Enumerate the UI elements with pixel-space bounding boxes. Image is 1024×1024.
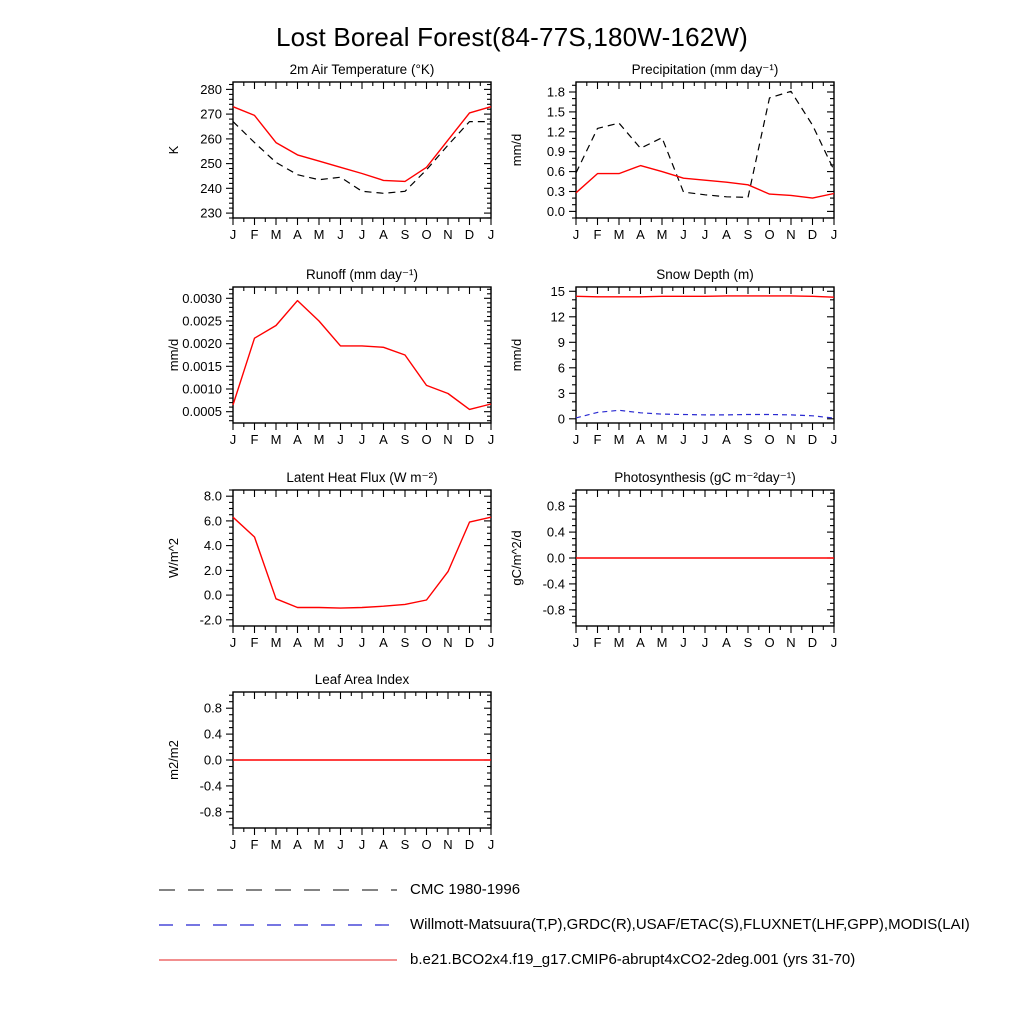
y-tick-label: 8.0 <box>203 488 222 504</box>
series-line-red <box>576 296 834 297</box>
y-tick-label: -0.4 <box>542 576 565 592</box>
y-axis-label: gC/m^2/d <box>509 530 524 586</box>
x-tick-label: A <box>293 432 302 447</box>
x-tick-label: M <box>313 227 325 242</box>
panel-title: Photosynthesis (gC m⁻²day⁻¹) <box>614 470 796 485</box>
y-tick-label: 15 <box>550 283 565 299</box>
x-tick-label: J <box>701 227 709 242</box>
x-tick-label: A <box>293 635 302 650</box>
y-tick-label: -2.0 <box>199 612 222 628</box>
x-tick-label: J <box>830 227 838 242</box>
y-tick-label: 4.0 <box>203 538 222 554</box>
panel-title: Snow Depth (m) <box>656 267 754 282</box>
panel-photosynthesis <box>506 468 851 668</box>
x-tick-label: M <box>270 432 282 447</box>
y-axis-label: K <box>166 145 181 155</box>
y-tick-label: 260 <box>200 131 222 147</box>
y-axis-label: mm/d <box>509 133 524 167</box>
y-tick-label: 270 <box>200 106 222 122</box>
y-tick-label: 0.3 <box>546 184 565 199</box>
x-tick-label: D <box>464 837 475 852</box>
x-tick-label: J <box>680 227 687 242</box>
y-axis-label: m2/m2 <box>166 740 181 780</box>
x-tick-label: J <box>701 432 709 447</box>
x-tick-label: J <box>680 635 687 650</box>
legend-line-cmc-icon <box>158 884 398 896</box>
y-tick-label: 0.0025 <box>182 313 222 329</box>
y-tick-label: 1.2 <box>546 124 565 140</box>
figure-title: Lost Boreal Forest(84-77S,180W-162W) <box>275 22 749 52</box>
legend-line-obs-icon <box>158 919 398 931</box>
plot-frame <box>233 82 491 218</box>
legend-line-model-icon <box>158 954 398 966</box>
x-tick-label: A <box>379 432 388 447</box>
x-tick-label: N <box>786 432 796 447</box>
y-tick-label: 250 <box>200 156 222 172</box>
x-tick-label: M <box>656 227 668 242</box>
x-tick-label: J <box>337 432 344 447</box>
x-tick-label: A <box>293 837 302 852</box>
panel-snow-depth <box>506 265 851 465</box>
x-tick-label: F <box>250 432 259 447</box>
x-tick-label: N <box>443 635 453 650</box>
x-tick-label: A <box>379 635 388 650</box>
chart-svg <box>506 60 851 260</box>
x-tick-label: F <box>593 432 602 447</box>
x-tick-label: M <box>270 837 282 852</box>
chart-svg <box>163 670 508 870</box>
x-tick-label: D <box>464 227 475 242</box>
x-tick-label: F <box>593 635 602 650</box>
plot-frame <box>233 490 491 626</box>
y-tick-label: 6 <box>557 360 565 376</box>
plot-frame <box>233 287 491 423</box>
legend-label-obs: Willmott-Matsuura(T,P),GRDC(R),USAF/ETAC(S),FLUXNET(LHF,GPP),MODIS(LAI) <box>410 916 970 933</box>
legend <box>158 872 970 977</box>
x-tick-label: D <box>464 635 475 650</box>
x-tick-label: O <box>764 227 775 242</box>
panel-title: Latent Heat Flux (W m⁻²) <box>286 470 438 485</box>
plot-frame <box>576 287 834 423</box>
x-tick-label: N <box>443 227 453 242</box>
series-line-blue <box>576 410 834 418</box>
x-tick-label: D <box>807 432 818 447</box>
x-tick-label: J <box>680 432 687 447</box>
chart-svg <box>506 468 851 668</box>
panel-runoff <box>163 265 508 465</box>
series-line-red <box>576 166 834 199</box>
chart-svg <box>506 265 851 465</box>
x-tick-label: S <box>743 635 753 650</box>
x-tick-label: A <box>722 432 731 447</box>
y-tick-label: 12 <box>550 309 565 325</box>
x-tick-label: N <box>443 837 453 852</box>
panel-latent-heat-flux <box>163 468 508 668</box>
x-tick-label: O <box>764 432 775 447</box>
y-tick-label: 0.0030 <box>182 290 222 306</box>
x-tick-label: D <box>807 635 818 650</box>
y-tick-label: -0.8 <box>542 602 565 618</box>
x-tick-label: J <box>229 227 237 242</box>
y-tick-label: -0.4 <box>199 778 222 794</box>
series-line-red <box>233 107 491 182</box>
chart-svg <box>163 468 508 668</box>
x-tick-label: N <box>786 635 796 650</box>
x-tick-label: A <box>293 227 302 242</box>
y-tick-label: 0.0 <box>546 550 565 566</box>
x-tick-label: A <box>636 227 645 242</box>
x-tick-label: M <box>270 227 282 242</box>
panel-title: Runoff (mm day⁻¹) <box>306 267 418 282</box>
x-tick-label: M <box>613 635 625 650</box>
x-tick-label: O <box>421 227 432 242</box>
y-tick-label: 9 <box>557 334 565 350</box>
legend-item-obs <box>158 907 970 942</box>
x-tick-label: J <box>572 432 580 447</box>
series-line-red <box>233 301 491 410</box>
y-tick-label: 0.0 <box>203 752 222 768</box>
legend-label-model: b.e21.BCO2x4.f19_g17.CMIP6-abrupt4xCO2-2deg.001 (yrs 31-70) <box>410 951 856 968</box>
y-axis-label: W/m^2 <box>166 537 181 579</box>
x-tick-label: J <box>487 837 495 852</box>
x-tick-label: N <box>443 432 453 447</box>
y-tick-label: 0.9 <box>546 144 565 160</box>
y-axis-label: mm/d <box>166 338 181 372</box>
x-tick-label: J <box>358 432 366 447</box>
x-tick-label: J <box>830 432 838 447</box>
x-tick-label: O <box>421 635 432 650</box>
x-tick-label: D <box>807 227 818 242</box>
y-tick-label: 0.4 <box>203 726 222 742</box>
x-tick-label: J <box>701 635 709 650</box>
x-tick-label: A <box>379 837 388 852</box>
panel-precipitation <box>506 60 851 260</box>
x-tick-label: M <box>313 837 325 852</box>
x-tick-label: J <box>572 635 580 650</box>
y-tick-label: 0.0 <box>203 587 222 603</box>
y-tick-label: 240 <box>200 180 222 196</box>
x-tick-label: J <box>337 635 344 650</box>
panel-title: 2m Air Temperature (°K) <box>289 62 435 77</box>
plot-frame <box>576 82 834 218</box>
panel-title: Leaf Area Index <box>314 672 410 687</box>
x-tick-label: S <box>400 837 410 852</box>
y-tick-label: 1.8 <box>546 84 565 100</box>
series-line-red <box>233 517 491 608</box>
y-tick-label: 0.8 <box>203 700 222 716</box>
x-tick-label: J <box>487 432 495 447</box>
y-tick-label: 2.0 <box>203 562 222 578</box>
x-tick-label: A <box>636 432 645 447</box>
y-tick-label: 0.8 <box>546 498 565 514</box>
x-tick-label: J <box>229 635 237 650</box>
y-tick-label: 0.0 <box>546 203 565 219</box>
x-tick-label: J <box>229 432 237 447</box>
x-tick-label: M <box>270 635 282 650</box>
y-tick-label: 0.0010 <box>182 381 222 397</box>
series-line-black <box>233 122 491 194</box>
x-tick-label: J <box>358 837 366 852</box>
x-tick-label: M <box>313 432 325 447</box>
x-tick-label: J <box>337 837 344 852</box>
x-tick-label: J <box>229 837 237 852</box>
y-tick-label: 230 <box>200 205 222 221</box>
x-tick-label: M <box>613 227 625 242</box>
x-tick-label: J <box>358 635 366 650</box>
y-tick-label: 6.0 <box>203 513 222 529</box>
y-tick-label: 1.5 <box>546 104 565 120</box>
series-line-black <box>576 91 834 197</box>
chart-svg <box>163 265 508 465</box>
x-tick-label: M <box>613 432 625 447</box>
x-tick-label: J <box>358 227 366 242</box>
panel-title: Precipitation (mm day⁻¹) <box>631 62 779 77</box>
x-tick-label: N <box>786 227 796 242</box>
x-tick-label: J <box>337 227 344 242</box>
y-tick-label: 0.0015 <box>182 358 222 374</box>
x-tick-label: O <box>421 837 432 852</box>
x-tick-label: J <box>487 635 495 650</box>
y-tick-label: -0.8 <box>199 804 222 820</box>
y-tick-label: 0.0005 <box>182 404 222 420</box>
panel-leaf-area-index <box>163 670 508 870</box>
x-tick-label: S <box>743 227 753 242</box>
x-tick-label: F <box>593 227 602 242</box>
x-tick-label: M <box>313 635 325 650</box>
x-tick-label: J <box>487 227 495 242</box>
x-tick-label: M <box>656 432 668 447</box>
x-tick-label: S <box>400 432 410 447</box>
x-tick-label: S <box>743 432 753 447</box>
legend-item-model <box>158 942 970 977</box>
x-tick-label: F <box>250 635 259 650</box>
x-tick-label: O <box>421 432 432 447</box>
x-tick-label: J <box>572 227 580 242</box>
x-tick-label: J <box>830 635 838 650</box>
legend-item-cmc <box>158 872 970 907</box>
x-tick-label: D <box>464 432 475 447</box>
x-tick-label: A <box>722 227 731 242</box>
y-tick-label: 0.0020 <box>182 336 222 352</box>
x-tick-label: S <box>400 227 410 242</box>
x-tick-label: F <box>250 227 259 242</box>
y-axis-label: mm/d <box>509 338 524 372</box>
x-tick-label: O <box>764 635 775 650</box>
x-tick-label: A <box>379 227 388 242</box>
y-tick-label: 0.4 <box>546 524 565 540</box>
panel-2m-air-temperature <box>163 60 508 260</box>
x-tick-label: A <box>636 635 645 650</box>
x-tick-label: A <box>722 635 731 650</box>
x-tick-label: S <box>400 635 410 650</box>
y-tick-label: 0.6 <box>546 164 565 180</box>
y-tick-label: 280 <box>200 81 222 97</box>
legend-label-cmc: CMC 1980-1996 <box>410 881 521 898</box>
y-tick-label: 3 <box>557 385 565 401</box>
x-tick-label: F <box>250 837 259 852</box>
y-tick-label: 0 <box>557 411 565 427</box>
chart-svg <box>163 60 508 260</box>
x-tick-label: M <box>656 635 668 650</box>
